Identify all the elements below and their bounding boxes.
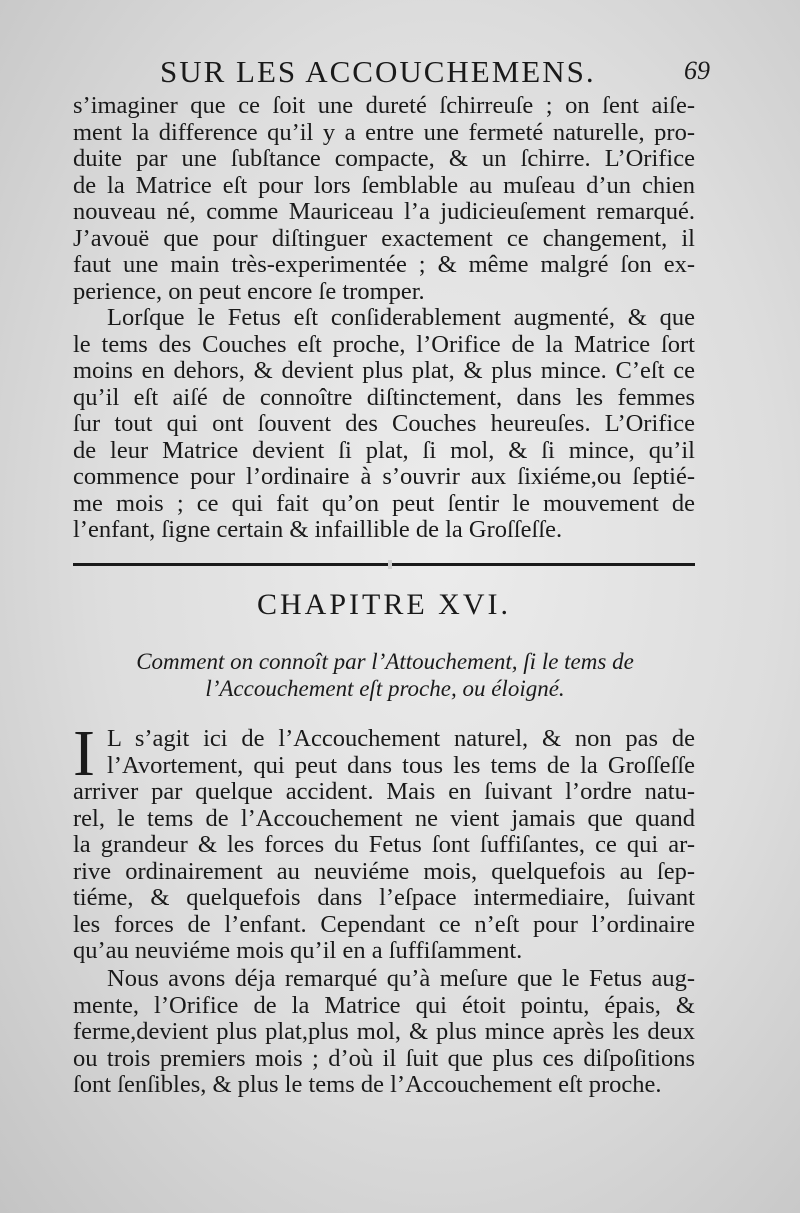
text-line: de la Matrice eſt pour lors ſemblable au muſeau d’un chien — [73, 171, 695, 199]
text-line: moins en dehors, & devient plus plat, & plus mince. C’eſt ce — [73, 357, 695, 384]
text-line: L s’agit ici de l’Accouchement naturel, & non pas de — [107, 725, 695, 752]
subtitle-line: Comment on connoît par l’Attouchement, ſi le tems de — [136, 649, 634, 674]
text-line: duite par une ſubſtance compacte, & un ſchirre. L’Orifice — [73, 145, 695, 172]
paragraph-1 — [73, 93, 695, 305]
text-line: l’enfant, ſigne certain & infaillible de la Groſſeſſe. — [73, 516, 563, 543]
page-number: 69 — [684, 56, 710, 85]
text-line: J’avouë que pour diſtinguer exactement ce changement, il — [73, 224, 695, 252]
text-line: le tems des Couches eſt proche, l’Orifice de la Matrice ſort — [73, 330, 695, 358]
text-line: ferme,devient plus plat,plus mol, & plus mince après les deux — [73, 1018, 695, 1045]
text-line: commence pour l’ordinaire à s’ouvrir aux ſixiéme,ou ſeptié- — [73, 463, 695, 490]
text-line: tiéme, & quelquefois dans l’eſpace intermediaire, ſuivant — [73, 884, 695, 911]
text-line: ſont ſenſibles, & plus le tems de l’Accouchement eſt proche. — [73, 1071, 662, 1098]
chapter-title: CHAPITRE XVI. — [257, 588, 511, 621]
text-line: mente, l’Orifice de la Matrice qui étoit pointu, épais, & — [73, 991, 695, 1019]
paragraph-4 — [73, 966, 695, 1099]
text-line: Nous avons déja remarqué qu’à meſure que le Fetus aug- — [107, 965, 695, 992]
text-line: ment la difference qu’il y a entre une fermeté naturelle, pro- — [73, 118, 695, 146]
text-line: Lorſque le Fetus eſt conſiderablement augmenté, & que — [107, 304, 695, 331]
text-line: rive ordinairement au neuviéme mois, quelquefois au ſep- — [73, 857, 695, 885]
chapter-subtitle — [100, 648, 670, 702]
text-line: qu’au neuviéme mois qu’il en a ſuffiſamment. — [73, 937, 523, 964]
paragraph-3 — [73, 717, 695, 965]
running-title: SUR LES ACCOUCHEMENS. — [160, 54, 596, 89]
drop-cap: I — [73, 717, 95, 790]
text-line: de leur Matrice devient ſi plat, ſi mol, & ſi mince, qu’il — [73, 436, 695, 464]
text-line: l’Avortement, qui peut dans tous les tems de la Groſſeſſe — [107, 751, 695, 779]
text-line: les forces de l’enfant. Cependant ce n’eſt pour l’ordinaire — [73, 910, 695, 938]
page-header — [70, 50, 710, 92]
subtitle-line: l’Accouchement eſt proche, ou éloigné. — [205, 676, 565, 701]
text-line: s’imaginer que ce ſoit une dureté ſchirreuſe ; on ſent aiſe- — [73, 92, 695, 119]
text-line: qu’il eſt aiſé de connoître diſtinctement, dans les femmes — [73, 383, 695, 411]
text-line: ou trois premiers mois ; d’où il ſuit que plus ces diſpoſitions — [73, 1044, 695, 1072]
text-line: arriver par quelque accident. Mais en ſuivant l’ordre natu- — [73, 778, 695, 805]
section-divider — [73, 563, 695, 570]
text-line: perience, on peut encore ſe tromper. — [73, 277, 425, 305]
text-line: nouveau né, comme Mauriceau l’a judicieuſement remarqué. — [73, 198, 695, 225]
text-line: me mois ; ce qui fait qu’on peut ſentir le mouvement de — [73, 489, 695, 517]
text-line: ſur tout qui ont ſouvent des Couches heureuſes. L’Orifice — [73, 410, 695, 437]
paragraph-2 — [73, 305, 695, 544]
text-line: rel, le tems de l’Accouchement ne vient jamais que quand — [73, 804, 695, 832]
text-line: faut une main très-experimentée ; & même malgré ſon ex- — [73, 251, 695, 278]
text-line: la grandeur & les forces du Fetus ſont ſuffiſantes, ce qui ar- — [73, 831, 695, 858]
